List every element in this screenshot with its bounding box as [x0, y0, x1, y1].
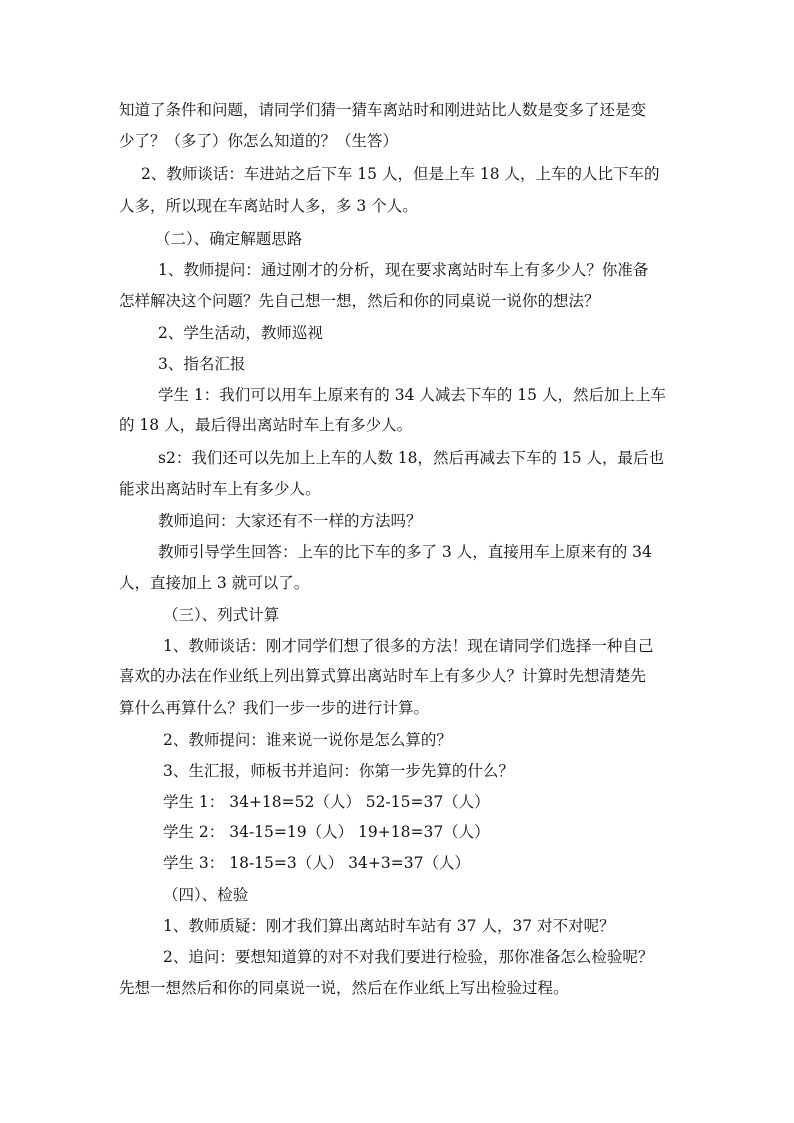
paragraph-line: 2、学生活动，教师巡视 [158, 324, 323, 342]
paragraph-line: 3、生汇报，师板书并追问：你第一步先算的什么？ [163, 762, 514, 780]
paragraph-line: 2、追问：要想知道算的对不对我们要进行检验，那你准备怎么检验呢？ [163, 948, 654, 966]
paragraph-line: 先想一想然后和你的同桌说一说，然后在作业纸上写出检验过程。 [119, 979, 569, 997]
paragraph-line: 1、教师提问：通过刚才的分析，现在要求离站时车上有多少人？你准备 [158, 261, 649, 279]
paragraph-line: 2、教师提问：谁来说一说你是怎么算的？ [163, 731, 452, 749]
paragraph-line: 人，直接加上 3 就可以了。 [119, 574, 310, 592]
paragraph-line: 的 18 人，最后得出离站时车上有多少人。 [119, 416, 413, 434]
calculation-line: 学生 1： 34+18=52（人） 52-15=37（人） [163, 793, 490, 811]
paragraph-line: 算什么再算什么？我们一步一步的进行计算。 [119, 699, 430, 717]
paragraph-line: 喜欢的办法在作业纸上列出算式算出离站时车上有多少人？计算时先想清楚先 [119, 667, 647, 685]
paragraph-line: 怎样解决这个问题？先自己想一想，然后和你的同桌说一说你的想法？ [119, 292, 600, 310]
paragraph-line: 学生 1：我们可以用车上原来有的 34 人减去下车的 15 人，然后加上上车 [158, 386, 666, 404]
paragraph-line: 知道了条件和问题，请同学们猜一猜车离站时和刚进站比人数是变多了还是变 [119, 101, 647, 119]
paragraph-line: 人多，所以现在车离站时人多，多 3 个人。 [119, 197, 418, 215]
section-heading: （四）、检验 [163, 886, 249, 904]
paragraph-line: 教师引导学生回答：上车的比下车的多了 3 人，直接用车上原来有的 34 [158, 543, 652, 561]
calculation-line: 学生 2： 34-15=19（人） 19+18=37（人） [163, 823, 490, 841]
section-heading: （三）、列式计算 [163, 606, 280, 624]
paragraph-line: 能求出离站时车上有多少人。 [119, 480, 321, 498]
paragraph-line: 3、指名汇报 [158, 355, 246, 373]
paragraph-line: 1、教师质疑：刚才我们算出离站时车站有 37 人，37 对不对呢？ [163, 917, 615, 935]
paragraph-line: 1、教师谈话：刚才同学们想了很多的方法！现在请同学们选择一种自己 [163, 637, 654, 655]
paragraph-line: 2、教师谈话：车进站之后下车 15 人，但是上车 18 人，上车的人比下车的 [141, 165, 660, 183]
paragraph-line: s2：我们还可以先加上上车的人数 18，然后再减去下车的 15 人，最后也 [158, 449, 665, 467]
paragraph-line: 教师追问：大家还有不一样的方法吗？ [158, 512, 422, 530]
section-heading: （二）、确定解题思路 [155, 230, 303, 248]
paragraph-line: 少了？（多了）你怎么知道的？（生答） [119, 132, 399, 150]
calculation-line: 学生 3： 18-15=3（人） 34+3=37（人） [163, 854, 470, 872]
